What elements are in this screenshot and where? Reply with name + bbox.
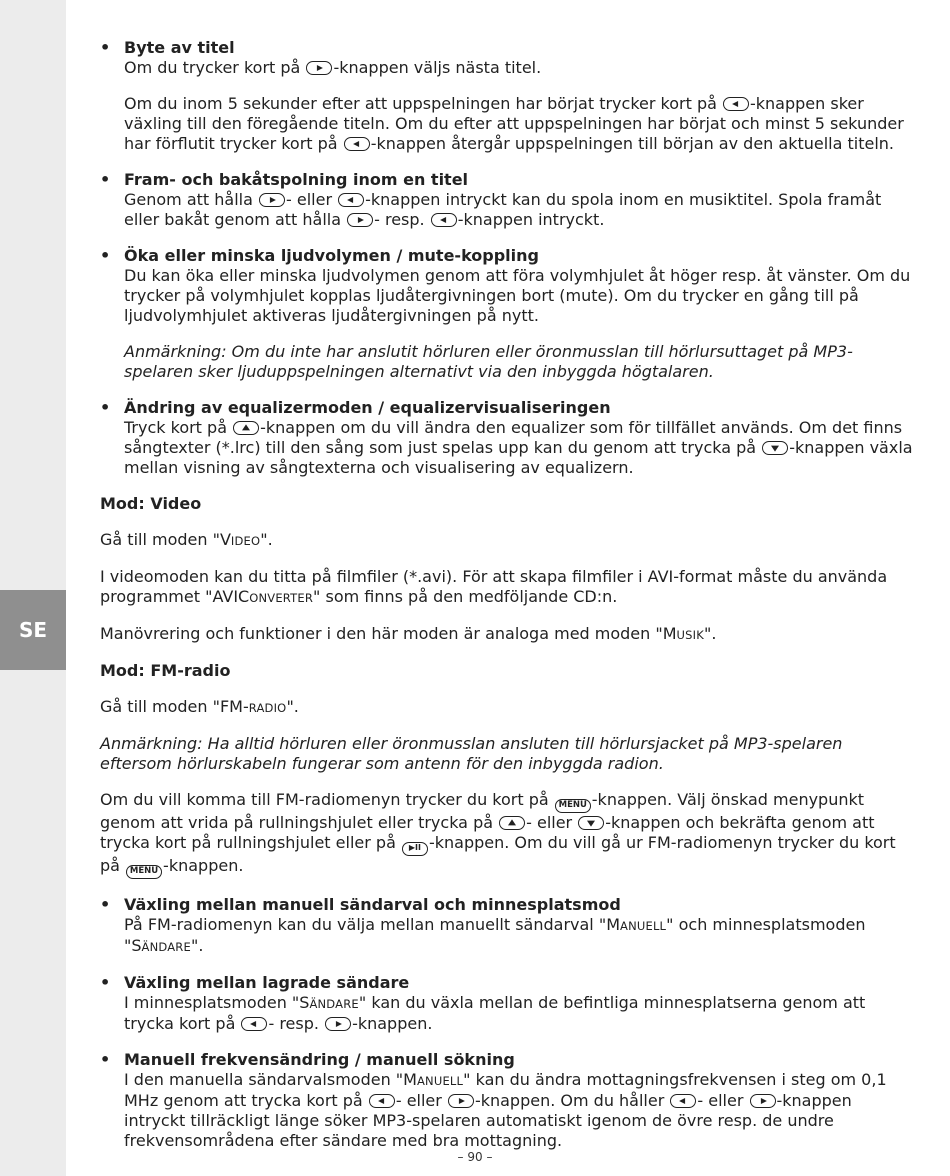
bullet-title: • Byte av titel	[124, 38, 235, 57]
paragraph: Om du trycker kort på -knappen väljs nästa titel.	[124, 58, 542, 77]
bullet-title: • Öka eller minska ljudvolymen / mute-koppling	[124, 246, 539, 265]
prev-key-icon	[241, 1017, 267, 1031]
bullet-lagrade-sandare: • Växling mellan lagrade sändare I minnesplatsmoden "SÄNDARE" kan du växla mellan de befintliga minnesplatserna genom att trycka kort på - resp. -knappen.	[100, 973, 918, 1034]
down-key-icon	[762, 441, 788, 455]
bullet-byte-av-titel	[100, 38, 918, 154]
section-heading-fm-radio: Mod: FM-radio	[100, 661, 231, 680]
next-key-icon	[306, 61, 332, 75]
next-key-icon	[448, 1094, 474, 1108]
page-number: – 90 –	[457, 1150, 493, 1164]
next-key-icon	[325, 1017, 351, 1031]
paragraph: Om du inom 5 sekunder efter att uppspelningen har börjat trycker kort på -knappen sker växling till den föregående titeln. Om du efter att uppspelningen har börjat och minst 5 sekunder har förflutit trycker kort på -knappen återgår uppspelningen till början av den aktuella titeln.	[124, 94, 904, 153]
bullet-title: • Manuell frekvensändring / manuell sökning	[124, 1050, 515, 1069]
menu-key-icon: MENU	[555, 799, 591, 813]
next-key-icon	[259, 193, 285, 207]
down-key-icon	[578, 816, 604, 830]
prev-key-icon	[723, 97, 749, 111]
page-content	[100, 38, 918, 1167]
note: Anmärkning: Om du inte har anslutit hörluren eller öronmusslan till hörlursuttaget på MP3-spelaren sker ljuduppspelningen alternativt via den inbyggda högtalaren.	[124, 342, 853, 381]
bullet-title: • Fram- och bakåtspolning inom en titel	[124, 170, 469, 189]
bullet-title: • Ändring av equalizermoden / equalizervisualiseringen	[124, 398, 611, 417]
next-key-icon	[347, 213, 373, 227]
paragraph: Om du vill komma till FM-radiomenyn trycker du kort på MENU -knappen. Välj önskad menypunkt genom att vrida på rullningshjulet eller trycka på - eller -knappen och bekräfta genom att trycka kort på rullningshjulet eller på ▶II -knappen. Om du vill gå ur FM-radiomenyn trycker du kort på MENU -knappen.	[100, 790, 918, 879]
note: Anmärkning: Ha alltid hörluren eller öronmusslan ansluten till hörlursjacket på MP3-spelaren eftersom hörlurskabeln fungerar som antenn för den inbyggda radion.	[100, 734, 843, 773]
bullet-title: • Växling mellan manuell sändarval och minnesplatsmod	[124, 895, 621, 914]
prev-key-icon	[338, 193, 364, 207]
play-pause-key-icon: ▶II	[402, 842, 428, 856]
paragraph: Gå till moden "VIDEO".	[100, 530, 273, 549]
prev-key-icon	[344, 137, 370, 151]
prev-key-icon	[431, 213, 457, 227]
prev-key-icon	[670, 1094, 696, 1108]
paragraph: Gå till moden "FM-RADIO".	[100, 697, 299, 716]
next-key-icon	[750, 1094, 776, 1108]
section-heading-video: Mod: Video	[100, 494, 202, 513]
bullet-sandarval: • Växling mellan manuell sändarval och minnesplatsmod På FM-radiomenyn kan du välja mellan manuellt sändarval "MANUELL" och minnesplatsmoden "SÄNDARE".	[100, 895, 918, 957]
paragraph: Du kan öka eller minska ljudvolymen genom att föra volymhjulet åt höger resp. åt vänster. Om du trycker på volymhjulet kopplas ljudåtergivningen bort (mute). Om du trycker en gång till på ljudvolymhjulet aktiveras ljudåtergivningen på nytt.	[124, 266, 911, 325]
bullet-spolning: • Fram- och bakåtspolning inom en titel Genom att hålla - eller -knappen intryckt kan du spola inom en musiktitel. Spola framåt eller bakåt genom att hålla - resp. -knappen intryckt.	[100, 170, 918, 230]
prev-key-icon	[369, 1094, 395, 1108]
paragraph: I videomoden kan du titta på filmfiler (*.avi). För att skapa filmfiler i AVI-format måste du använda programmet "AVICONVERTER" som finns på den medföljande CD:n.	[100, 567, 888, 606]
up-key-icon	[233, 421, 259, 435]
bullet-equalizer: • Ändring av equalizermoden / equalizervisualiseringen Tryck kort på -knappen om du vill ändra den equalizer som för tillfället används. Om det finns sångtexter (*.lrc) till den sång som just spelas upp kan du genom att trycka på -knappen växla mellan visning av sångtexterna och visualisering av equalizern.	[100, 398, 918, 478]
menu-key-icon: MENU	[126, 865, 162, 879]
bullet-frekvens: • Manuell frekvensändring / manuell sökning I den manuella sändarvalsmoden "MANUELL" kan du ändra mottagningsfrekvensen i steg om 0,1 MHz genom att trycka kort på - eller -knappen. Om du håller - eller -knappen intryckt tillräckligt länge söker MP3-spelaren automatiskt igenom de övre resp. de undre frekvensområdena efter sändare med bra mottagning.	[100, 1050, 918, 1151]
paragraph: Manövrering och funktioner i den här moden är analoga med moden "MUSIK".	[100, 624, 717, 643]
language-tab	[0, 590, 66, 670]
bullet-title: • Växling mellan lagrade sändare	[124, 973, 410, 992]
language-tab-label: SE	[18, 618, 48, 642]
sidebar	[0, 0, 66, 1176]
bullet-ljudvolym	[100, 246, 918, 382]
up-key-icon	[499, 816, 525, 830]
